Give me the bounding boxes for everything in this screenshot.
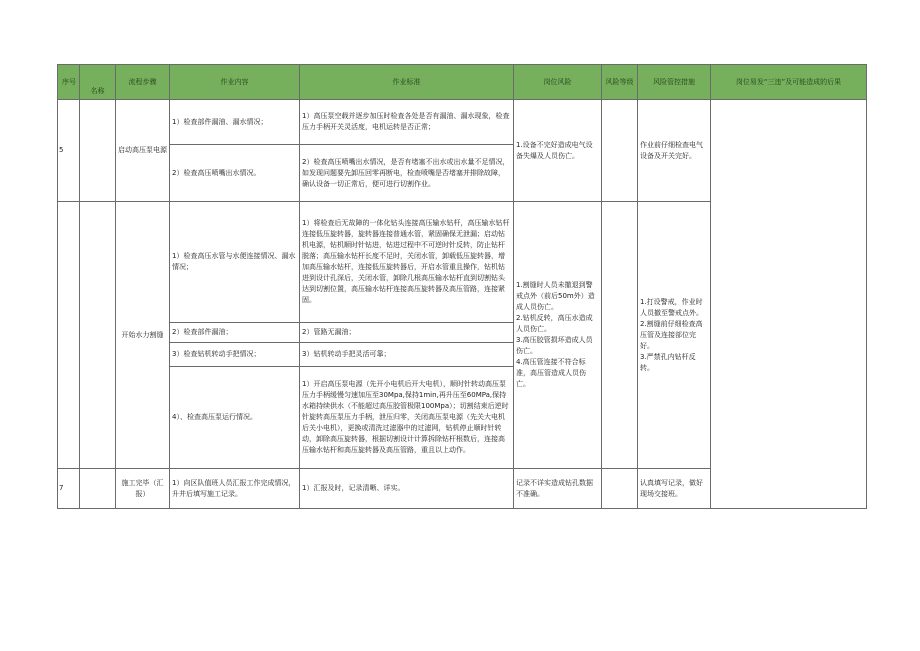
control-item: 3.严禁孔内钻杆反转。 (640, 352, 696, 372)
header-row (58, 65, 867, 100)
header-risk: 岗位风险 (514, 65, 602, 100)
content-cell: 2）检查高压喷嘴出水情况。 (170, 145, 300, 202)
control-cell (638, 202, 711, 469)
control-item: 1.打设警戒，作业时人员撤至警戒点外。 (640, 297, 703, 317)
risk-item: 3.高压胶管损坏造成人员伤亡。 (516, 336, 593, 355)
row-name (80, 202, 116, 469)
consequence-cell (711, 100, 867, 509)
row-step: 启动高压泵电源 (116, 100, 170, 202)
standard-cell: 3）钻机转动手把灵活可靠； (300, 343, 514, 367)
header-standard: 作业标准 (300, 65, 514, 100)
header-step: 流程步骤 (116, 65, 170, 100)
control-cell: 认真填写记录，做好现场交接班。 (638, 469, 711, 509)
row-name (80, 469, 116, 509)
control-item: 2.割缝前仔细检查高压管及连接部位完好。 (640, 319, 703, 350)
header-content: 作业内容 (170, 65, 300, 100)
content-cell: 4）、检查高压泵运行情况。 (170, 367, 300, 469)
row-seq: 7 (58, 469, 80, 509)
level-cell (602, 469, 638, 509)
header-level: 风险等级 (602, 65, 638, 100)
level-cell (602, 100, 638, 202)
header-seq: 序号 (58, 65, 80, 100)
risk-item: 2.钻机反转，高压水造成人员伤亡。 (516, 314, 593, 333)
content-cell: 3）检查钻机转动手把情况； (170, 343, 300, 367)
standard-cell: 2）检查高压喷嘴出水情况，是否有堵塞不出水或出水量不足情况，如发现问题要先卸压回零再断电，检查喷嘴是否堵塞并排除故障，确认设备一切正常后，便可进行切割作业。 (300, 145, 514, 202)
level-cell (602, 202, 638, 469)
header-control: 风险管控措施 (638, 65, 711, 100)
risk-item: 4.高压管连接不符合标准，高压管造成人员伤亡。 (516, 358, 586, 388)
content-cell: 1）向区队值班人员汇报工作完成情况，升井后填写施工记录。 (170, 469, 300, 509)
row-seq: 5 (58, 100, 80, 202)
row-name (80, 100, 116, 202)
standard-cell: 1）高压泵空载并逐步加压时检查各处是否有漏油、漏水现象，检查压力手柄开关灵活度，电机运转是否正常； (300, 100, 514, 145)
risk-cell (514, 202, 602, 469)
row-step: 开始水力割缝 (116, 202, 170, 469)
content-cell: 1）检查部件漏油、漏水情况； (170, 100, 300, 145)
standard-cell: 2）管路无漏油； (300, 323, 514, 343)
standard-cell: 1）汇报及时，记录清晰、详实。 (300, 469, 514, 509)
content-cell: 1）检查高压水管与水便连接情况、漏水情况； (170, 202, 300, 323)
table-row (58, 100, 867, 145)
risk-item: 1.割缝时人员未撤退到警戒点外（前后50m外）造成人员伤亡。 (516, 281, 595, 311)
control-cell: 作业前仔细检查电气设备及开关完好。 (638, 100, 711, 202)
process-risk-table (57, 64, 867, 509)
standard-cell: 1）将检查后无故障的一体化钻头连接高压输水钻杆，高压输水钻杆连接低压旋转器，旋转器连接普通水管，紧固确保无泄漏；启动钻机电源，钻机顺时针钻进，钻进过程中不可逆时针反转，防止钻杆脱落；高压输水钻杆长度不足时，关闭水管，卸载低压旋转器，增加高压输水钻杆，连接低压旋转器后，开启水管重且操作，钻机钻进到设计孔深后，关闭水管，卸除几根高压输水钻杆直到切割钻头达到切割位置，高压输水钻杆连接高压旋转器及高压管路，连接紧固。 (300, 202, 514, 323)
row-seq (58, 202, 80, 469)
content-cell: 2）检查部件漏油； (170, 323, 300, 343)
risk-cell: 记录不详实造成钻孔数据不准确。 (514, 469, 602, 509)
row-step: 施工完毕（汇报） (116, 469, 170, 509)
standard-cell: 1）开启高压泵电源（先开小电机后开大电机），顺时针转动高压泵压力手柄缓慢匀速加压至30Mpa,保持1min,再升压至60MPa,保持水箱持续供水（不能超过高压胶管极限100Mpa）；切割结束后逆时针旋转高压泵压力手柄，泄压归零，关闭高压泵电源（先关大电机后关小电机），更换或清洗过滤器中的过滤网，钻机停止顺时针转动，卸除高压旋转器，根据切割设计计算拆除钻杆根数后，连接高压输水钻杆和高压旋转器及高压管路，重且以上动作。 (300, 367, 514, 469)
header-name: 名称 (80, 65, 116, 100)
risk-cell: 1.设备不完好造成电气设备失爆及人员伤亡。 (514, 100, 602, 202)
header-consequence: 岗位易发“三违”及可能造成的后果 (711, 65, 867, 100)
